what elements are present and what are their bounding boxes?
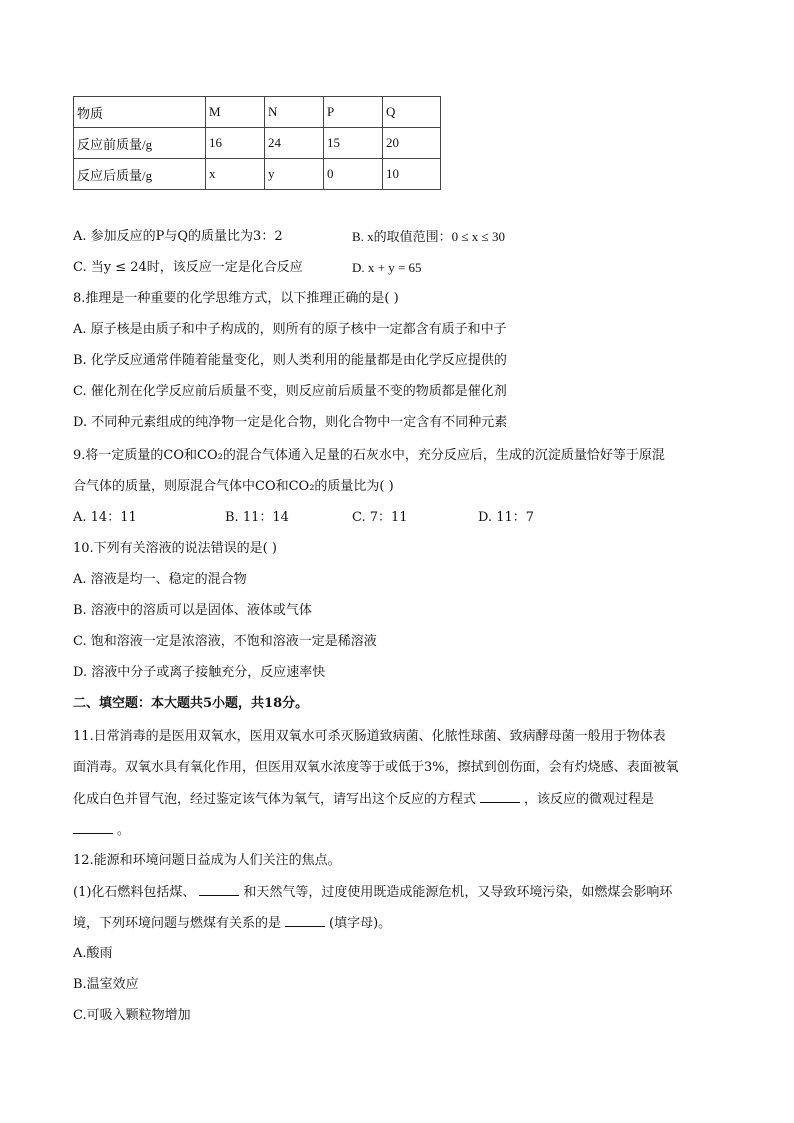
q10-option-b: B. 溶液中的溶质可以是固体、液体或气体 bbox=[73, 603, 312, 618]
table-cell: 24 bbox=[265, 128, 324, 159]
q9-option-d: D. 11：7 bbox=[478, 510, 535, 525]
q9-option-b: B. 11：14 bbox=[225, 510, 289, 525]
q10-stem: 10.下列有关溶液的说法错误的是( ) bbox=[73, 541, 277, 556]
q7-option-c: C. 当y ≤ 24时，该反应一定是化合反应 bbox=[73, 260, 303, 275]
q11-line4 bbox=[73, 820, 130, 841]
q12-part1-line2 bbox=[73, 913, 391, 934]
table-header-cell: P bbox=[324, 97, 383, 128]
q11-line2: 面消毒。双氧水具有氧化作用，但医用双氧水浓度等于或低于3%，擦拭到创伤面，会有灼烧感、表面被氧 bbox=[73, 760, 679, 775]
q8-option-b: B. 化学反应通常伴随着能量变化，则人类利用的能量都是由化学反应提供的 bbox=[73, 353, 507, 368]
table-header-cell: M bbox=[206, 97, 265, 128]
q12-part1-text-a: (1)化石燃料包括煤、 bbox=[73, 885, 196, 900]
q9-stem-line1: 9.将一定质量的CO和CO₂的混合气体通入足量的石灰水中，充分反应后，生成的沉淀质量恰好等于原混 bbox=[73, 448, 665, 463]
q7-option-b: B. x的取值范围：0 ≤ x ≤ 30 bbox=[352, 229, 505, 244]
q10-option-a: A. 溶液是均一、稳定的混合物 bbox=[73, 572, 247, 587]
q8-option-a: A. 原子核是由质子和中子构成的，则所有的原子核中一定都含有质子和中子 bbox=[73, 322, 507, 337]
q7-option-d: D. x + y = 65 bbox=[352, 260, 422, 275]
q10-option-c: C. 饱和溶液一定是浓溶液，不饱和溶液一定是稀溶液 bbox=[73, 634, 377, 649]
q8-option-c: C. 催化剂在化学反应前后质量不变，则反应前后质量不变的物质都是催化剂 bbox=[73, 384, 507, 399]
table-cell: 反应后质量/g bbox=[74, 159, 206, 190]
q9-stem-line2: 合气体的质量，则原混合气体中CO和CO₂的质量比为( ) bbox=[73, 479, 394, 494]
q8-option-d: D. 不同种元素组成的纯净物一定是化合物，则化合物中一定含有不同种元素 bbox=[73, 415, 508, 430]
table-row bbox=[74, 128, 441, 159]
q12-option-a: A.酸雨 bbox=[73, 946, 113, 961]
table-header-row bbox=[74, 97, 441, 128]
q12-part1-line1 bbox=[73, 882, 672, 903]
table-cell: 10 bbox=[383, 159, 441, 190]
q7-option-a: A. 参加反应的P与Q的质量比为3：2 bbox=[73, 229, 283, 244]
answer-blank[interactable] bbox=[285, 913, 325, 927]
mass-table bbox=[73, 96, 441, 190]
table-row bbox=[74, 159, 441, 190]
q12-part1-text-d: (填字母)。 bbox=[329, 916, 392, 931]
q12-option-b: B.温室效应 bbox=[73, 977, 139, 992]
table-cell: 反应前质量/g bbox=[74, 128, 206, 159]
q11-line4-text: 。 bbox=[117, 823, 131, 838]
table-cell: 16 bbox=[206, 128, 265, 159]
table-header-cell: N bbox=[265, 97, 324, 128]
q12-option-c: C.可吸入颗粒物增加 bbox=[73, 1008, 191, 1023]
q9-option-c: C. 7：11 bbox=[352, 510, 408, 525]
table-header-cell: 物质 bbox=[74, 97, 206, 128]
table-cell: y bbox=[265, 159, 324, 190]
answer-blank[interactable] bbox=[73, 820, 113, 834]
table-header-cell: Q bbox=[383, 97, 441, 128]
table-cell: x bbox=[206, 159, 265, 190]
q10-option-d: D. 溶液中分子或离子接触充分，反应速率快 bbox=[73, 665, 326, 680]
q8-stem: 8.推理是一种重要的化学思维方式，以下推理正确的是( ) bbox=[73, 291, 399, 306]
q11-line3-text-a: 化成白色并冒气泡，经过鉴定该气体为氧气，请写出这个反应的方程式 bbox=[73, 792, 477, 807]
table-cell: 0 bbox=[324, 159, 383, 190]
q12-part1-text-b: 和天然气等，过度使用既造成能源危机，又导致环境污染，如燃煤会影响环 bbox=[243, 885, 673, 900]
q12-stem: 12.能源和环境问题日益成为人们关注的焦点。 bbox=[73, 853, 341, 868]
q9-option-a: A. 14：11 bbox=[73, 510, 137, 525]
q12-part1-text-c: 境，下列环境问题与燃煤有关系的是 bbox=[73, 916, 282, 931]
table-cell: 20 bbox=[383, 128, 441, 159]
answer-blank[interactable] bbox=[480, 789, 520, 803]
answer-blank[interactable] bbox=[199, 882, 239, 896]
q11-line3-text-b: ，该反应的微观过程是 bbox=[524, 792, 655, 807]
section-heading: 二、填空题：本大题共5小题，共18分。 bbox=[73, 696, 309, 711]
q11-line3 bbox=[73, 789, 654, 810]
table-cell: 15 bbox=[324, 128, 383, 159]
q11-line1: 11.日常消毒的是医用双氧水，医用双氧水可杀灭肠道致病菌、化脓性球菌、致病酵母菌一般用于物体表 bbox=[73, 729, 666, 744]
